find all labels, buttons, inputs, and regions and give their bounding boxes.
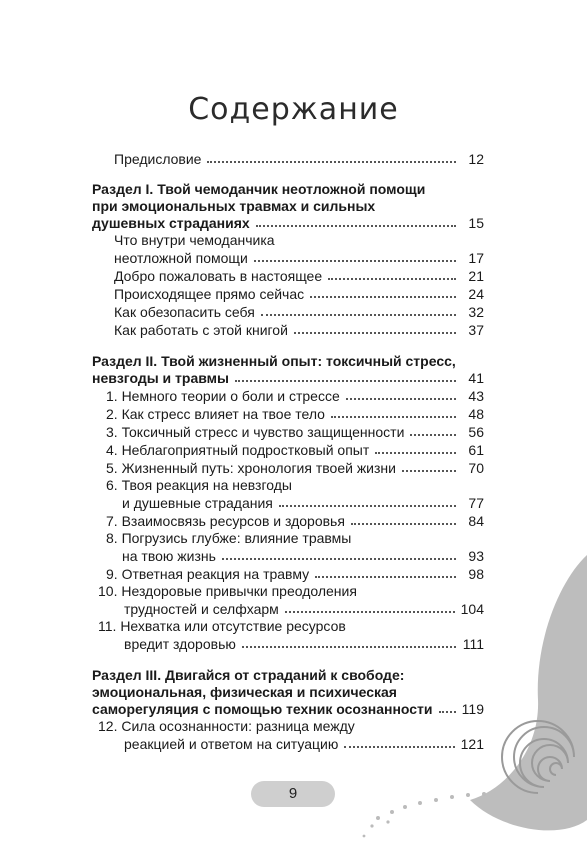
dot-leader <box>344 746 454 748</box>
entry-page: 121 <box>460 736 484 752</box>
entry-page: 104 <box>460 601 484 617</box>
entry-text: Предисловие <box>114 151 202 167</box>
toc-entry[interactable] <box>92 530 484 565</box>
entry-text: на твою жизнь <box>122 548 216 564</box>
section-title-line: Раздел III. Двигайся от страданий к свободе: <box>92 667 405 683</box>
toc-entry-preface[interactable] <box>92 150 484 168</box>
toc-entry[interactable] <box>92 718 484 753</box>
entry-page: 98 <box>468 566 484 582</box>
gray-blob-shape <box>470 555 587 830</box>
entry-text: 12. Сила осознанности: разница между <box>98 718 355 734</box>
toc-entry[interactable] <box>92 285 484 303</box>
toc-entry[interactable] <box>92 477 484 512</box>
dot-leader <box>328 278 456 280</box>
entry-text: трудностей и селфхарм <box>124 601 279 617</box>
toc-entry[interactable] <box>92 321 484 339</box>
entry-page: 15 <box>468 215 484 231</box>
toc-entry[interactable] <box>92 565 484 583</box>
entry-text: Добро пожаловать в настоящее <box>114 268 323 284</box>
entry-text: вредит здоровью <box>124 636 236 652</box>
dot-leader <box>254 260 456 262</box>
section-title-line: невзгоды и травмы <box>92 370 229 386</box>
entry-text: Происходящее прямо сейчас <box>114 286 305 302</box>
entry-text: неотложной помощи <box>114 250 248 266</box>
entry-text: 5. Жизненный путь: хронология твоей жизни <box>106 460 396 476</box>
entry-page: 37 <box>468 322 484 338</box>
entry-text: 2. Как стресс влияет на твое тело <box>106 406 325 422</box>
dot-leader <box>256 225 456 227</box>
toc-entry[interactable] <box>92 387 484 405</box>
dot-leader <box>279 505 456 507</box>
entry-page: 12 <box>468 151 484 167</box>
toc-entry[interactable] <box>92 618 484 653</box>
entry-text: реакцией и ответом на ситуацию <box>124 736 339 752</box>
entry-page: 77 <box>468 495 484 511</box>
toc-entry[interactable] <box>92 232 484 267</box>
toc-entry[interactable] <box>92 459 484 477</box>
entry-text: Что внутри чемоданчика <box>114 232 275 248</box>
entry-page: 32 <box>468 304 484 320</box>
entry-text: Как работать с этой книгой <box>114 322 288 338</box>
section-2-heading[interactable] <box>92 353 484 387</box>
dotted-trail <box>363 792 486 837</box>
entry-text: Как обезопасить себя <box>114 304 255 320</box>
entry-page: 84 <box>468 513 484 529</box>
dot-leader <box>315 576 456 578</box>
entry-text: 11. Нехватка или отсутствие ресурсов <box>98 618 346 634</box>
entry-page: 119 <box>461 701 484 717</box>
page-title: Содержание <box>188 92 399 127</box>
dot-leader <box>346 398 456 400</box>
section-3-heading[interactable] <box>92 667 484 718</box>
entry-text: 8. Погрузись глубже: влияние травмы <box>106 530 352 546</box>
toc-entry[interactable] <box>92 303 484 321</box>
dot-leader <box>375 452 456 454</box>
entry-page: 111 <box>462 636 484 652</box>
entry-text: 10. Нездоровые привычки преодоления <box>98 583 357 599</box>
entry-text: 9. Ответная реакция на травму <box>106 566 310 582</box>
page-number-badge: 9 <box>251 781 335 807</box>
entry-text: 7. Взаимосвязь ресурсов и здоровья <box>106 513 345 529</box>
entry-page: 93 <box>468 548 484 564</box>
dot-leader <box>235 380 456 382</box>
table-of-contents <box>92 150 484 753</box>
section-title-line: при эмоциональных травмах и сильных <box>92 198 376 214</box>
toc-entry[interactable] <box>92 441 484 459</box>
dot-leader <box>294 332 456 334</box>
dot-leader <box>310 296 456 298</box>
dot-leader <box>402 470 456 472</box>
section-title-line: эмоциональная, физическая и психическая <box>92 684 397 700</box>
section-title-line: саморегуляция с помощью техник осознанности <box>92 701 433 717</box>
entry-text: 6. Твоя реакция на невзгоды <box>106 477 292 493</box>
entry-page: 24 <box>468 286 484 302</box>
entry-page: 70 <box>468 460 484 476</box>
dot-leader <box>242 646 456 648</box>
dot-leader <box>331 416 456 418</box>
toc-entry[interactable] <box>92 512 484 530</box>
entry-text: и душевные страдания <box>122 495 273 511</box>
dot-leader <box>410 434 456 436</box>
entry-page: 21 <box>468 268 484 284</box>
section-title-line: душевных страданиях <box>92 215 250 231</box>
entry-page: 43 <box>468 388 484 404</box>
toc-entry[interactable] <box>92 423 484 441</box>
dot-leader <box>261 314 456 316</box>
entry-text: 3. Токсичный стресс и чувство защищенности <box>106 424 405 440</box>
entry-page: 48 <box>468 406 484 422</box>
section-1-heading[interactable] <box>92 181 484 232</box>
dot-leader <box>351 523 456 525</box>
entry-page: 61 <box>468 442 484 458</box>
dot-leader <box>439 711 456 713</box>
section-title-line: Раздел I. Твой чемоданчик неотложной помощи <box>92 181 426 197</box>
entry-page: 17 <box>468 250 484 266</box>
toc-entry[interactable] <box>92 583 484 618</box>
section-title-line: Раздел II. Твой жизненный опыт: токсичный стресс, <box>92 353 456 369</box>
toc-entry[interactable] <box>92 267 484 285</box>
entry-text: 4. Неблагоприятный подростковый опыт <box>106 442 370 458</box>
entry-page: 56 <box>468 424 484 440</box>
dot-leader <box>285 611 455 613</box>
entry-text: 1. Немного теории о боли и стрессе <box>106 388 340 404</box>
dot-leader <box>222 558 456 560</box>
entry-page: 41 <box>468 370 484 386</box>
dot-leader <box>207 161 456 163</box>
toc-entry[interactable] <box>92 405 484 423</box>
